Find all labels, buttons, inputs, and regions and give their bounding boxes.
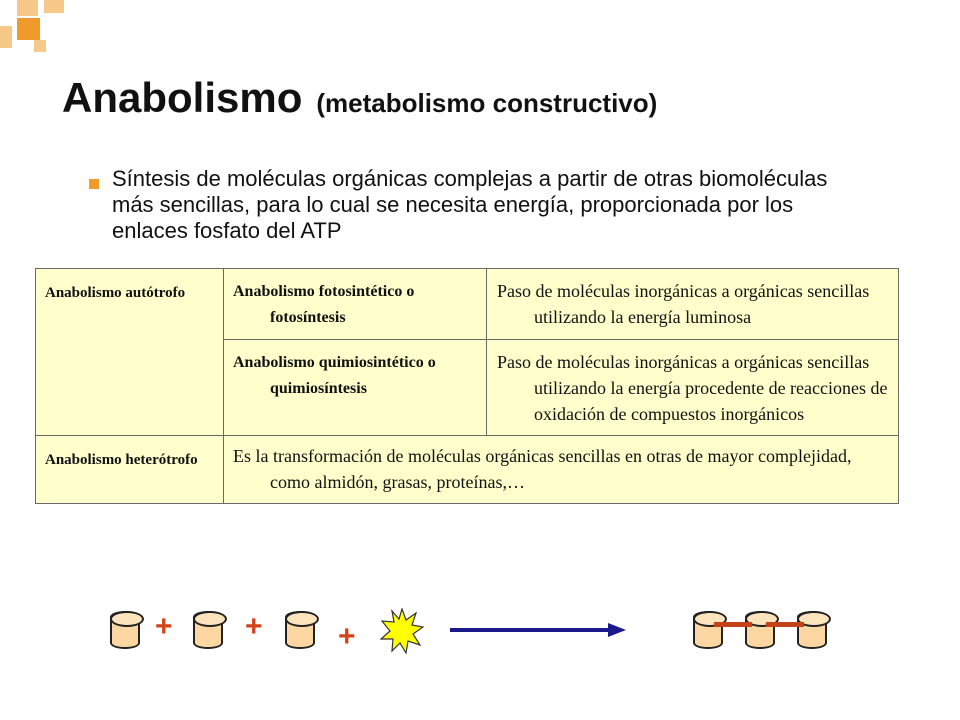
cell-text: Anabolismo heterótrofo xyxy=(45,452,198,468)
logo-square xyxy=(0,26,12,48)
energy-burst-icon xyxy=(380,608,424,654)
title-subtitle: (metabolismo constructivo) xyxy=(316,88,658,118)
slide-title xyxy=(62,74,657,122)
cell-text: Paso de moléculas inorgánicas a orgánicas sencillas utilizando la energía procedente de reacciones de oxidación de compuestos inorgánicos xyxy=(497,352,892,424)
table-row xyxy=(36,436,899,504)
cell-fotosintetico xyxy=(224,269,487,340)
reaction-arrow-icon xyxy=(450,622,628,638)
cell-text: Paso de moléculas inorgánicas a orgánicas sencillas utilizando la energía luminosa xyxy=(497,281,874,327)
plus-sign: + xyxy=(245,610,263,643)
molecule-cylinder-icon xyxy=(285,611,315,649)
plus-sign: + xyxy=(155,610,173,643)
cell-heterotrofo-desc xyxy=(224,436,899,504)
cell-quimiosintetico xyxy=(224,340,487,436)
molecule-cylinder-icon xyxy=(193,611,223,649)
cell-quimiosintetico-desc xyxy=(487,340,899,436)
chemical-bond xyxy=(714,622,752,627)
molecule-cylinder-icon xyxy=(693,611,723,649)
molecule-cylinder-icon xyxy=(797,611,827,649)
anabolism-table xyxy=(35,268,899,504)
molecule-cylinder-icon xyxy=(110,611,140,649)
bullet-text: Síntesis de moléculas orgánicas complejas a partir de otras biomoléculas más sencillas, para lo cual se necesita energía, proporcionada por los enlaces fosfato del ATP xyxy=(112,166,828,243)
cell-text: Anabolismo fotosintético o fotosíntesis xyxy=(233,283,419,326)
cell-heterotrofo xyxy=(36,436,224,504)
bullet-square-icon xyxy=(89,179,99,189)
cell-text: Anabolismo autótrofo xyxy=(45,285,186,301)
logo-square xyxy=(44,0,64,13)
cell-text: Es la transformación de moléculas orgánicas sencillas en otras de mayor complejidad, como almidón, grasas, proteínas,… xyxy=(233,446,856,492)
cell-autotrofo xyxy=(36,269,224,436)
plus-sign: + xyxy=(338,620,356,653)
cell-fotosintetico-desc xyxy=(487,269,899,340)
logo-square xyxy=(17,18,40,40)
logo-square xyxy=(34,40,46,52)
title-main: Anabolismo xyxy=(62,74,303,121)
cell-text: Anabolismo quimiosintético o quimiosíntesis xyxy=(233,354,440,397)
molecule-cylinder-icon xyxy=(745,611,775,649)
logo-square xyxy=(17,0,38,16)
table-row xyxy=(36,269,899,340)
chemical-bond xyxy=(766,622,804,627)
